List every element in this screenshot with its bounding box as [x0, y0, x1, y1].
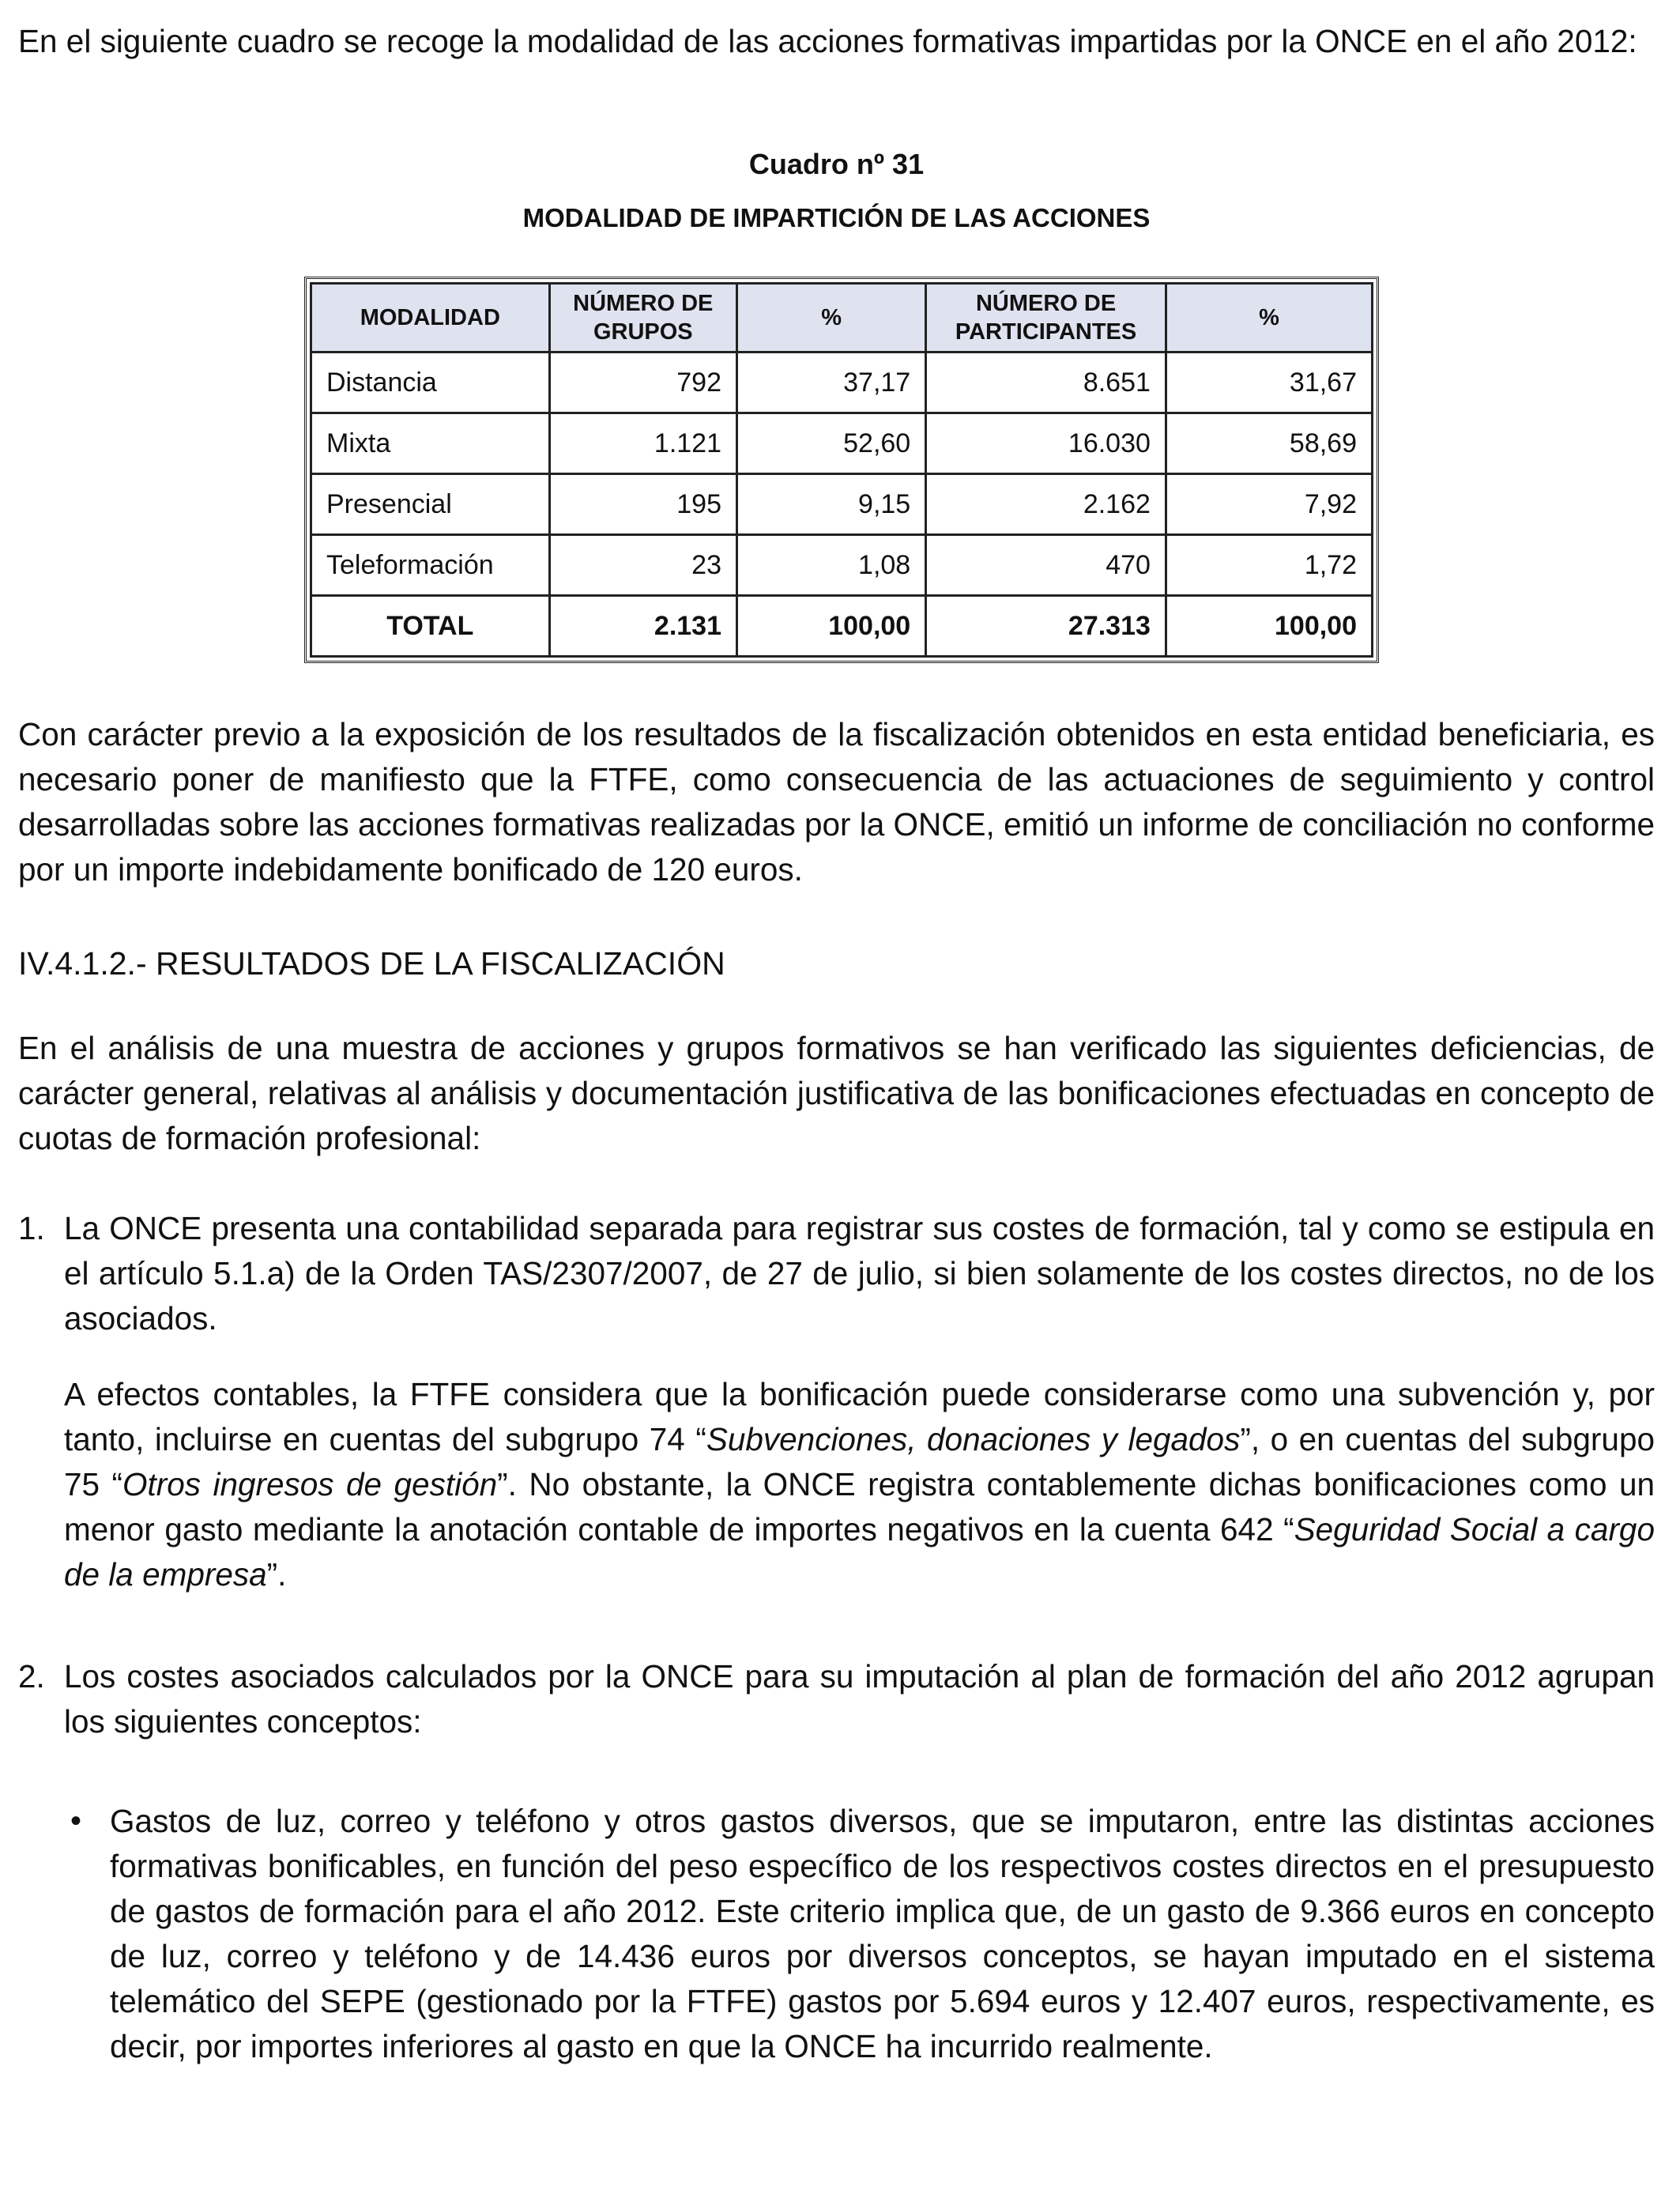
header-percent-grupos: % [737, 284, 926, 352]
header-modalidad: MODALIDAD [311, 284, 550, 352]
list-item-text: Los costes asociados calculados por la ONCE para su imputación al plan de formación del año 2012 agrupan los siguientes conceptos: [64, 1658, 1655, 1740]
list-number: 2. [18, 1658, 45, 1695]
cell-pct-participantes: 1,72 [1166, 535, 1372, 596]
cell-pct-grupos: 9,15 [737, 474, 926, 535]
cell-participantes: 2.162 [926, 474, 1166, 535]
section-heading: IV.4.1.2.- RESULTADOS DE LA FISCALIZACIÓN [18, 945, 725, 982]
list-item-2 [18, 1654, 1655, 1744]
table-header-row [311, 284, 1373, 352]
cell-total-grupos: 2.131 [549, 596, 736, 657]
cell-modalidad: Distancia [311, 352, 550, 413]
table-row [311, 474, 1373, 535]
cell-pct-participantes: 58,69 [1166, 413, 1372, 474]
bullet-icon: • [70, 1804, 82, 1838]
cell-total-participantes: 27.313 [926, 596, 1166, 657]
text-run: A efectos contables, la FTFE considera que la bonificación puede considerarse como una subvención y, por tanto, incluirse en cuentas del subgrupo 74 “ [64, 1376, 1655, 1457]
cell-total-label: TOTAL [311, 596, 550, 657]
cell-grupos: 23 [549, 535, 736, 596]
text-run: ”. [266, 1556, 287, 1593]
list-item-text: La ONCE presenta una contabilidad separada para registrar sus costes de formación, tal y como se estipula en el artículo 5.1.a) de la Orden TAS/2307/2007, de 27 de julio, si bien solamente de los costes directos, no de los asociados. [64, 1210, 1655, 1336]
cell-pct-grupos: 37,17 [737, 352, 926, 413]
header-percent-participantes: % [1166, 284, 1372, 352]
paragraph-deficiencies-intro: En el análisis de una muestra de acciones y grupos formativos se han verificado las siguientes deficiencias, de carácter general, relativas al análisis y documentación justificativa de las bonificaciones efectuadas en concepto de cuotas de formación profesional: [18, 1030, 1655, 1156]
text-run: ”. No obstante, la ONCE registra contablemente dichas bonificaciones como un menor gasto mediante la anotación contable de importes negativos en la cuenta 642 “ [64, 1466, 1655, 1547]
list-item-1-continuation [18, 1372, 1655, 1597]
bullet-item-text: Gastos de luz, correo y teléfono y otros gastos diversos, que se imputaron, entre las distintas acciones formativas bonificables, en función del peso específico de los respectivos costes directos en el presupuesto de gastos de formación para el año 2012. Este criterio implica que, de un gasto de 9.366 euros en concepto de luz, correo y teléfono y de 14.436 euros por diversos conceptos, se hayan imputado en el sistema telemático del SEPE (gestionado por la FTFE) gastos por 5.694 euros y 12.407 euros, respectivamente, es decir, por importes inferiores al gasto en que la ONCE ha incurrido realmente. [110, 1803, 1655, 2064]
italic-run: Subvenciones, donaciones y legados [706, 1421, 1241, 1457]
cell-participantes: 470 [926, 535, 1166, 596]
cell-total-pct-grupos: 100,00 [737, 596, 926, 657]
table-caption-title: MODALIDAD DE IMPARTICIÓN DE LAS ACCIONES [522, 203, 1151, 232]
cell-participantes: 16.030 [926, 413, 1166, 474]
cell-modalidad: Mixta [311, 413, 550, 474]
cell-total-pct-participantes: 100,00 [1166, 596, 1372, 657]
intro-paragraph: En el siguiente cuadro se recoge la modalidad de las acciones formativas impartidas por la ONCE en el año 2012: [18, 23, 1637, 59]
header-numero-grupos: NÚMERO DE GRUPOS [549, 284, 736, 352]
cell-modalidad: Teleformación [311, 535, 550, 596]
table-row [311, 535, 1373, 596]
italic-run: Otros ingresos de gestión [122, 1466, 498, 1502]
cell-pct-grupos: 1,08 [737, 535, 926, 596]
cell-grupos: 1.121 [549, 413, 736, 474]
cell-grupos: 792 [549, 352, 736, 413]
cell-pct-participantes: 31,67 [1166, 352, 1372, 413]
table-caption-number: Cuadro nº 31 [748, 148, 925, 180]
paragraph-ftfe-conciliation: Con carácter previo a la exposición de los resultados de la fiscalización obtenidos en esta entidad beneficiaria, es necesario poner de manifiesto que la FTFE, como consecuencia de las actuaciones de seguimiento y control desarrolladas sobre las acciones formativas realizadas por la ONCE, emitió un informe de conciliación no conforme por un importe indebidamente bonificado de 120 euros. [18, 716, 1655, 888]
text-run: ”, o en cuentas del subgrupo 75 “ [64, 1421, 1655, 1502]
modality-table [310, 282, 1373, 658]
header-numero-participantes: NÚMERO DE PARTICIPANTES [926, 284, 1166, 352]
table-row [311, 413, 1373, 474]
list-item-text-accounting [64, 1372, 1655, 1597]
table-total-row [311, 596, 1373, 657]
cell-pct-participantes: 7,92 [1166, 474, 1372, 535]
cell-participantes: 8.651 [926, 352, 1166, 413]
cell-pct-grupos: 52,60 [737, 413, 926, 474]
italic-run: Seguridad Social a cargo de la empresa [64, 1511, 1655, 1593]
table-row [311, 352, 1373, 413]
cell-modalidad: Presencial [311, 474, 550, 535]
bullet-item [18, 1799, 1655, 2069]
list-number: 1. [18, 1210, 45, 1246]
cell-grupos: 195 [549, 474, 736, 535]
table-frame [304, 277, 1379, 663]
list-item-1 [18, 1206, 1655, 1341]
